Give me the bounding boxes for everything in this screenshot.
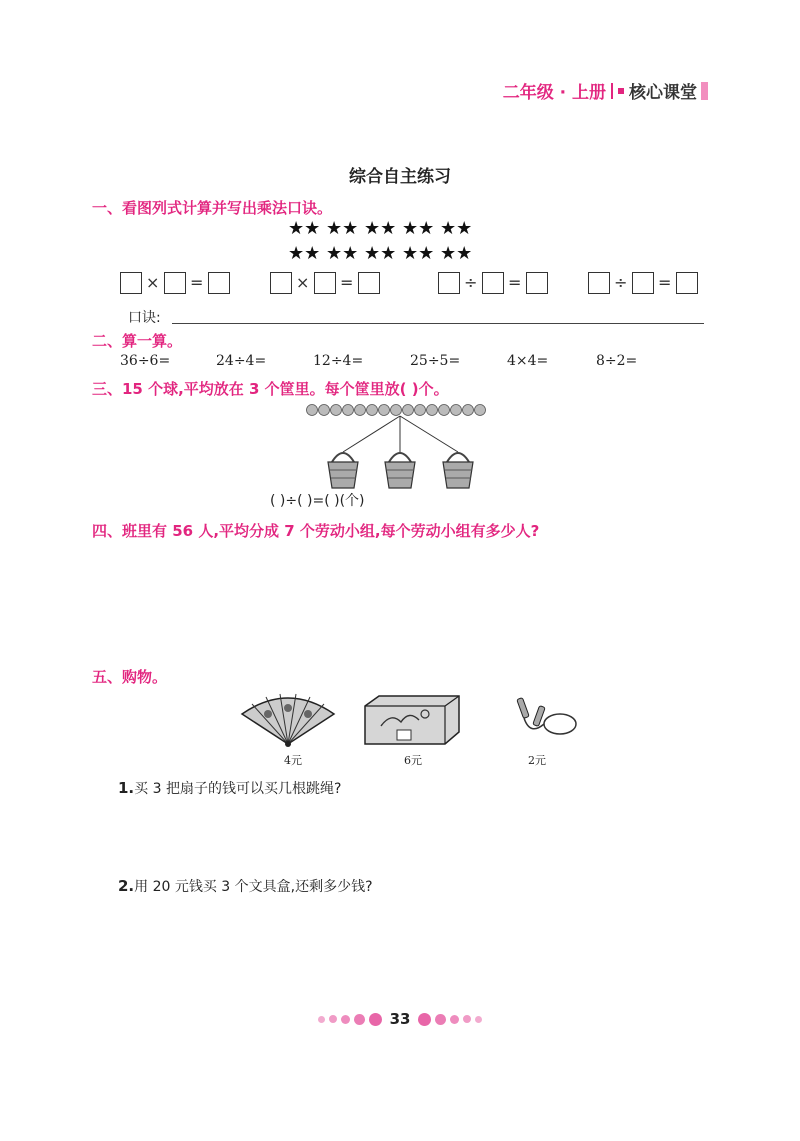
divide-sign: ÷ [614,273,628,292]
jump-rope-price: 2元 [528,754,546,767]
question-2-number: 2. [118,877,135,895]
basket-icon [328,453,358,488]
dot-icon [418,1013,431,1026]
question-1-text: 买 3 把扇子的钱可以买几根跳绳? [134,781,342,797]
dot-icon [450,1015,459,1024]
calc-item: 24÷4= [216,353,267,369]
section-1-heading: 一、看图列式计算并写出乘法口诀。 [92,199,333,217]
ball-row [307,405,486,416]
section-5-heading: 五、购物。 [92,668,168,686]
equals-sign: = [508,273,522,292]
equals-sign: = [658,273,672,292]
answer-box[interactable] [208,272,230,294]
jump-rope-icon [510,696,580,740]
header-separator [611,83,613,99]
calc-item: 36÷6= [120,353,171,369]
answer-box[interactable] [632,272,654,294]
answer-box[interactable] [676,272,698,294]
koujue-label: 口诀: [128,310,161,326]
answer-box[interactable] [120,272,142,294]
equation-row [120,272,720,298]
page-header [503,78,708,103]
calc-item: 12÷4= [313,353,364,369]
section-3-heading: 三、15 个球,平均放在 3 个筐里。每个筐里放( )个。 [92,380,449,398]
page-footer [0,1010,800,1028]
equals-sign: = [190,273,204,292]
dot-icon [475,1016,482,1023]
division-blank-line: ( )÷( )=( )(个) [270,493,365,509]
header-bar-icon [701,82,708,100]
calc-item: 8÷2= [596,353,638,369]
course-label: 核心课堂 [629,83,697,103]
question-1-number: 1. [118,779,135,797]
balls-baskets-illustration [300,400,520,492]
multiply-sign: × [146,273,160,292]
pencil-case-icon [355,692,465,748]
dot-icon [435,1014,446,1025]
koujue-answer-line[interactable] [172,323,704,324]
pencil-case-price: 6元 [404,754,422,767]
answer-box[interactable] [438,272,460,294]
star-row-2: ★★ ★★ ★★ ★★ ★★ [288,243,473,264]
answer-box[interactable] [526,272,548,294]
dot-icon [369,1013,382,1026]
dot-icon [354,1014,365,1025]
page-title: 综合自主练习 [349,167,451,187]
answer-box[interactable] [358,272,380,294]
dot-icon [318,1016,325,1023]
equals-sign: = [340,273,354,292]
answer-box[interactable] [164,272,186,294]
dot-icon [341,1015,350,1024]
question-1 [118,778,341,798]
answer-box[interactable] [270,272,292,294]
calc-item: 4×4= [507,353,549,369]
multiply-sign: × [296,273,310,292]
fan-icon [238,692,338,748]
header-square-icon [618,88,624,94]
grade-label: 二年级 · 上册 [502,83,606,103]
divide-sign: ÷ [464,273,478,292]
section-4-heading: 四、班里有 56 人,平均分成 7 个劳动小组,每个劳动小组有多少人? [92,522,540,540]
dot-icon [329,1015,337,1023]
basket-icon [443,453,473,488]
star-row-1: ★★ ★★ ★★ ★★ ★★ [288,218,473,239]
answer-box[interactable] [482,272,504,294]
question-2-text: 用 20 元钱买 3 个文具盒,还剩多少钱? [134,879,373,895]
answer-box[interactable] [314,272,336,294]
page-number: 33 [389,1010,411,1028]
fan-price: 4元 [284,754,302,767]
question-2 [118,876,373,896]
dot-icon [463,1015,471,1023]
basket-icon [385,453,415,488]
answer-box[interactable] [588,272,610,294]
section-2-heading: 二、算一算。 [92,332,183,350]
calc-item: 25÷5= [410,353,461,369]
